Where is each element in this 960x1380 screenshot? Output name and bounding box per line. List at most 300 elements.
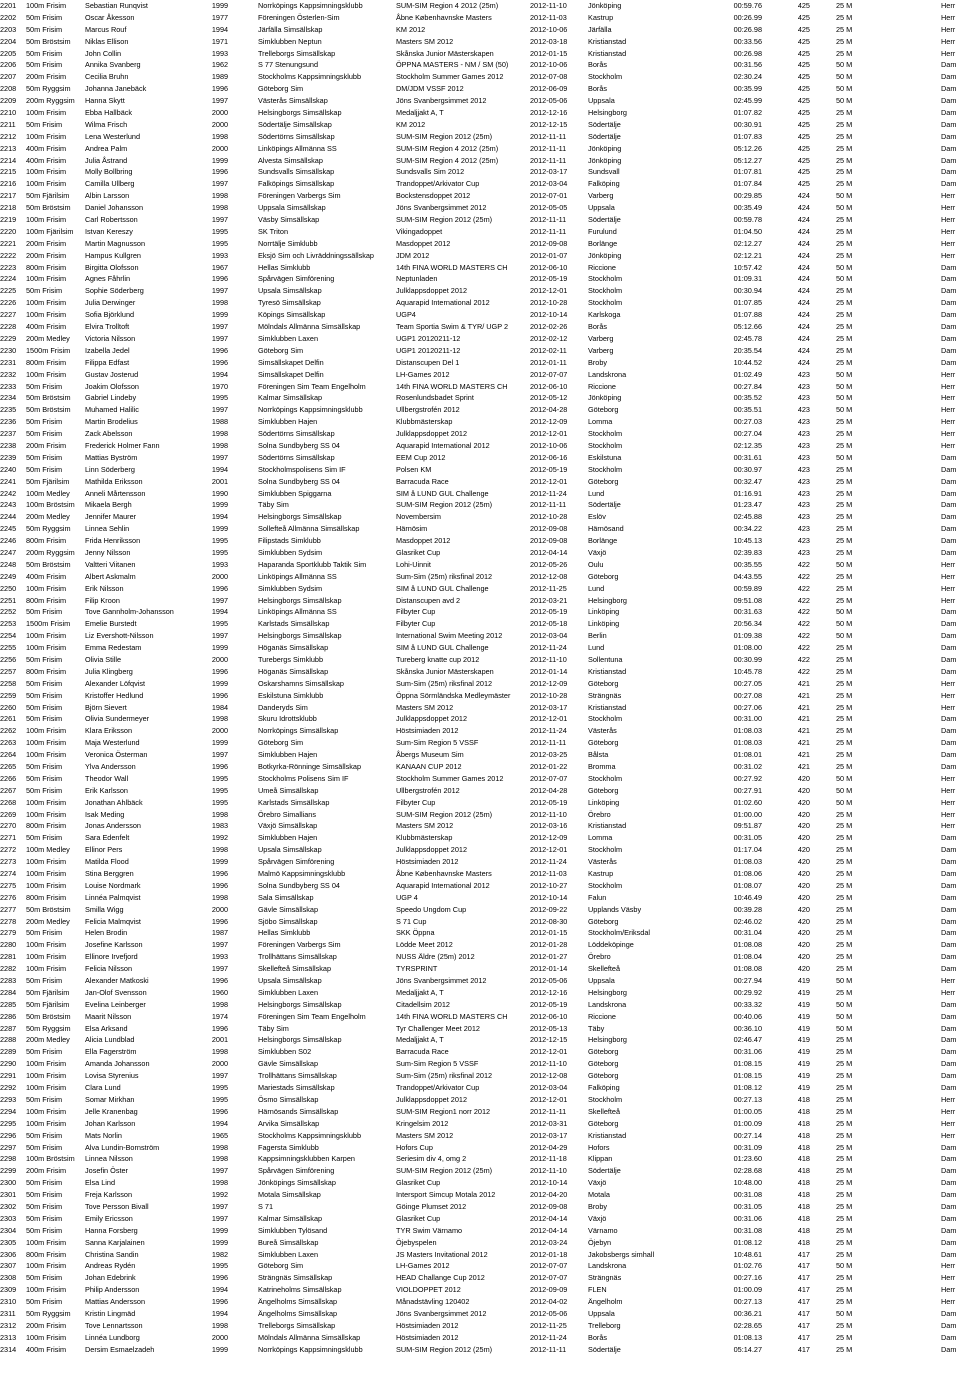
rank-cell: 2233 xyxy=(0,381,17,391)
competition-cell: LH-Games 2012 xyxy=(396,369,450,379)
date-cell: 2012-04-20 xyxy=(530,1190,568,1200)
competition-cell: Sum-Sim Region 5 VSSF xyxy=(396,1059,479,1069)
city-cell: Göteborg xyxy=(588,678,619,688)
rank-cell: 2241 xyxy=(0,476,17,486)
city-cell: Göteborg xyxy=(588,571,619,581)
birth-year-cell: 1996 xyxy=(211,762,229,771)
club-cell: Föreningen Sim Team Engelholm xyxy=(258,381,366,391)
swimmer-name-cell: Emelie Burstedt xyxy=(85,619,137,629)
sex-cell: Dam xyxy=(941,512,957,522)
pool-cell: 25 M xyxy=(836,666,853,676)
points-cell: 420 xyxy=(797,773,810,783)
city-cell: Stockholm xyxy=(588,880,623,890)
points-cell: 425 xyxy=(797,84,810,94)
rank-cell: 2255 xyxy=(0,643,17,653)
birth-year-cell: 1996 xyxy=(211,666,229,676)
table-row xyxy=(0,785,960,797)
event-cell: 50m Frisim xyxy=(26,1178,63,1188)
table-row xyxy=(0,1201,960,1213)
club-cell: Alvesta Simsällskap xyxy=(258,155,323,165)
table-row xyxy=(0,1272,960,1284)
club-cell: Föreningen Varbergs Sim xyxy=(258,940,341,950)
birth-year-cell: 1995 xyxy=(211,619,229,629)
event-cell: 100m Frisim xyxy=(26,131,67,141)
rank-cell: 2266 xyxy=(0,773,17,783)
event-cell: 100m Bröstsim xyxy=(26,1154,75,1164)
pool-cell: 25 M xyxy=(836,119,853,129)
points-cell: 423 xyxy=(797,464,810,474)
city-cell: FLEN xyxy=(588,1285,607,1295)
sex-cell: Herr xyxy=(941,12,956,22)
competition-cell: Jöns Svanbergsimmet 2012 xyxy=(396,96,487,106)
city-cell: Stockholm xyxy=(588,440,623,450)
pool-cell: 25 M xyxy=(836,880,853,890)
points-cell: 419 xyxy=(797,1023,810,1033)
competition-cell: SUM-SIM Region 2012 (25m) xyxy=(396,215,493,225)
points-cell: 421 xyxy=(797,738,810,748)
rank-cell: 2301 xyxy=(0,1190,17,1200)
event-cell: 50m Fjärilsim xyxy=(26,999,70,1009)
event-cell: 50m Frisim xyxy=(26,1142,63,1152)
time-cell: 01:08.07 xyxy=(733,880,762,890)
pool-cell: 25 M xyxy=(836,821,853,831)
city-cell: Landskrona xyxy=(588,999,627,1009)
pool-cell: 50 M xyxy=(836,619,853,629)
sex-cell: Herr xyxy=(941,1094,956,1104)
table-row xyxy=(0,1165,960,1177)
birth-year-cell: 1996 xyxy=(211,916,229,926)
club-cell: Skuru Idrottsklubb xyxy=(258,714,317,724)
competition-cell: Glasriket Cup xyxy=(396,1178,441,1188)
table-row xyxy=(0,630,960,642)
club-cell: Oskarshamns Simsällskap xyxy=(258,678,344,688)
event-cell: 400m Frisim xyxy=(26,155,67,165)
event-cell: 100m Frisim xyxy=(26,310,67,320)
date-cell: 2012-05-13 xyxy=(530,1023,568,1033)
competition-cell: Glasriket Cup xyxy=(396,547,441,557)
sex-cell: Dam xyxy=(941,155,957,165)
city-cell: Jönköping xyxy=(588,1,622,10)
date-cell: 2012-11-10 xyxy=(530,1059,567,1069)
table-row xyxy=(0,262,960,274)
date-cell: 2012-11-11 xyxy=(530,155,567,165)
date-cell: 2012-10-14 xyxy=(530,1178,568,1188)
city-cell: Oulu xyxy=(588,559,604,569)
event-cell: 200m Frisim xyxy=(26,250,67,260)
birth-year-cell: 1999 xyxy=(211,155,229,165)
rank-cell: 2222 xyxy=(0,250,17,260)
points-cell: 423 xyxy=(797,512,810,522)
points-cell: 424 xyxy=(797,226,810,236)
pool-cell: 25 M xyxy=(836,357,853,367)
swimmer-name-cell: Tove Gannholm-Johansson xyxy=(85,607,174,617)
rank-cell: 2254 xyxy=(0,631,17,641)
competition-cell: TYRSPRINT xyxy=(396,964,438,974)
points-cell: 417 xyxy=(797,1297,810,1307)
sex-cell: Dam xyxy=(941,1213,957,1223)
sex-cell: Herr xyxy=(941,381,956,391)
birth-year-cell: 2000 xyxy=(211,726,229,736)
competition-cell: Åbne Københavnske Masters xyxy=(396,869,492,879)
rank-cell: 2304 xyxy=(0,1225,17,1235)
time-cell: 00:31.63 xyxy=(733,607,762,617)
competition-cell: Vikingadoppet xyxy=(396,226,443,236)
time-cell: 01:16.91 xyxy=(733,488,762,498)
points-cell: 424 xyxy=(797,286,810,296)
points-cell: 418 xyxy=(797,1213,810,1223)
time-cell: 00:35.49 xyxy=(733,203,762,213)
swimmer-name-cell: Jenny Nilsson xyxy=(85,547,131,557)
rank-cell: 2285 xyxy=(0,999,17,1009)
swimmer-name-cell: Ellinor Pers xyxy=(85,845,123,855)
time-cell: 02:28.68 xyxy=(733,1166,762,1176)
event-cell: 100m Frisim xyxy=(26,1071,67,1081)
competition-cell: Julklappsdoppet 2012 xyxy=(396,429,467,439)
birth-year-cell: 1998 xyxy=(211,1154,229,1164)
birth-year-cell: 1996 xyxy=(211,84,229,94)
table-row xyxy=(0,987,960,999)
rank-cell: 2223 xyxy=(0,262,17,272)
points-cell: 423 xyxy=(797,547,810,557)
pool-cell: 25 M xyxy=(836,940,853,950)
event-cell: 50m Frisim xyxy=(26,678,63,688)
points-cell: 423 xyxy=(797,452,810,462)
swimmer-name-cell: Felicia Malmqvist xyxy=(85,916,141,926)
date-cell: 2012-11-24 xyxy=(530,857,567,867)
birth-year-cell: 1962 xyxy=(211,60,229,70)
event-cell: 50m Ryggsim xyxy=(26,524,71,534)
sex-cell: Dam xyxy=(941,274,957,284)
competition-cell: SUM-SIM Region 4 2012 (25m) xyxy=(396,155,499,165)
event-cell: 800m Frisim xyxy=(26,595,67,605)
competition-cell: LH-Games 2012 xyxy=(396,1261,450,1271)
competition-cell: Stockholm Summer Games 2012 xyxy=(396,773,504,783)
rank-cell: 2303 xyxy=(0,1213,17,1223)
event-cell: 100m Frisim xyxy=(26,1,67,10)
sex-cell: Herr xyxy=(941,571,956,581)
birth-year-cell: 1999 xyxy=(211,738,229,748)
club-cell: Uppsala Simsällskap xyxy=(258,203,326,213)
pool-cell: 25 M xyxy=(836,595,853,605)
sex-cell: Dam xyxy=(941,84,957,94)
club-cell: Härnösands Simsällskap xyxy=(258,1106,339,1116)
event-cell: 50m Frisim xyxy=(26,60,63,70)
event-cell: 50m Frisim xyxy=(26,702,63,712)
event-cell: 50m Frisim xyxy=(26,714,63,724)
event-cell: 100m Frisim xyxy=(26,274,67,284)
swimmer-name-cell: Niklas Ellison xyxy=(85,36,129,46)
time-cell: 00:59.78 xyxy=(733,215,762,225)
points-cell: 424 xyxy=(797,345,810,355)
competition-cell: Filbyter Cup xyxy=(396,607,436,617)
event-cell: 100m Frisim xyxy=(26,857,67,867)
birth-year-cell: 1997 xyxy=(211,96,229,106)
time-cell: 01:07.83 xyxy=(733,131,762,141)
rank-cell: 2299 xyxy=(0,1166,17,1176)
table-row xyxy=(0,963,960,975)
table-row xyxy=(0,1260,960,1272)
points-cell: 425 xyxy=(797,24,810,34)
date-cell: 2012-04-29 xyxy=(530,1142,568,1152)
pool-cell: 25 M xyxy=(836,1118,853,1128)
table-row xyxy=(0,618,960,630)
date-cell: 2012-11-11 xyxy=(530,500,567,510)
table-row xyxy=(0,24,960,36)
date-cell: 2012-07-08 xyxy=(530,72,568,82)
time-cell: 01:17.04 xyxy=(733,845,762,855)
birth-year-cell: 1996 xyxy=(211,1273,229,1283)
time-cell: 01:00.09 xyxy=(733,1285,762,1295)
club-cell: Jönköpings Simsällskap xyxy=(258,1178,336,1188)
table-row xyxy=(0,143,960,155)
birth-year-cell: 1993 xyxy=(211,250,229,260)
pool-cell: 25 M xyxy=(836,24,853,34)
points-cell: 420 xyxy=(797,916,810,926)
pool-cell: 25 M xyxy=(836,1332,853,1342)
event-cell: 100m Frisim xyxy=(26,369,67,379)
pool-cell: 25 M xyxy=(836,155,853,165)
rank-cell: 2217 xyxy=(0,191,17,201)
sex-cell: Dam xyxy=(941,880,957,890)
sex-cell: Dam xyxy=(941,643,957,653)
city-cell: Uppsala xyxy=(588,203,615,213)
birth-year-cell: 1996 xyxy=(211,167,229,177)
club-cell: Helsingborgs Simsällskap xyxy=(258,1035,342,1045)
points-cell: 420 xyxy=(797,785,810,795)
competition-cell: Masdoppet 2012 xyxy=(396,536,451,546)
event-cell: 400m Frisim xyxy=(26,143,67,153)
table-row xyxy=(0,0,960,12)
time-cell: 00:30.97 xyxy=(733,464,762,474)
time-cell: 00:26.99 xyxy=(733,12,762,22)
table-row xyxy=(0,868,960,880)
competition-cell: Novembersim xyxy=(396,512,442,522)
pool-cell: 25 M xyxy=(836,547,853,557)
date-cell: 2012-09-08 xyxy=(530,524,568,534)
swimmer-name-cell: Olivia Stille xyxy=(85,654,122,664)
table-row xyxy=(0,583,960,595)
rank-cell: 2204 xyxy=(0,36,17,46)
swimmer-name-cell: Linnéa Palmqvist xyxy=(85,892,141,902)
city-cell: Löddeköpinge xyxy=(588,940,634,950)
date-cell: 2012-12-01 xyxy=(530,429,568,439)
pool-cell: 25 M xyxy=(836,310,853,320)
table-row xyxy=(0,702,960,714)
date-cell: 2012-11-11 xyxy=(530,1106,567,1116)
birth-year-cell: 1997 xyxy=(211,631,229,641)
table-row xyxy=(0,95,960,107)
table-row xyxy=(0,1070,960,1082)
points-cell: 420 xyxy=(797,797,810,807)
pool-cell: 25 M xyxy=(836,987,853,997)
swimmer-name-cell: Emily Ericsson xyxy=(85,1213,133,1223)
competition-cell: Höstsimiaden 2012 xyxy=(396,726,459,736)
date-cell: 2012-11-10 xyxy=(530,1166,567,1176)
club-cell: Täby Sim xyxy=(258,500,289,510)
swimmer-name-cell: Elsa Arksand xyxy=(85,1023,128,1033)
table-row xyxy=(0,844,960,856)
rank-cell: 2249 xyxy=(0,571,17,581)
club-cell: Fagersta Simklubb xyxy=(258,1142,319,1152)
birth-year-cell: 1995 xyxy=(211,1261,229,1271)
table-row xyxy=(0,1249,960,1261)
city-cell: Stockholm xyxy=(588,72,623,82)
city-cell: Helsingborg xyxy=(588,1035,627,1045)
time-cell: 01:08.15 xyxy=(733,1059,762,1069)
date-cell: 2012-03-17 xyxy=(530,167,568,177)
pool-cell: 25 M xyxy=(836,643,853,653)
swimmer-name-cell: Jonathan Ahlbäck xyxy=(85,797,143,807)
club-cell: Väsby Simsällskap xyxy=(258,215,320,225)
points-cell: 423 xyxy=(797,393,810,403)
swimmer-name-cell: Jonas Andersson xyxy=(85,821,141,831)
time-cell: 01:00.00 xyxy=(733,809,762,819)
points-cell: 423 xyxy=(797,488,810,498)
time-cell: 01:08.08 xyxy=(733,940,762,950)
date-cell: 2012-03-31 xyxy=(530,1118,568,1128)
date-cell: 2012-04-14 xyxy=(530,1213,568,1223)
club-cell: Norrköpings Kappsimningsklubb xyxy=(258,1344,363,1354)
pool-cell: 25 M xyxy=(836,1106,853,1116)
competition-cell: Ullbergstrofén 2012 xyxy=(396,405,460,415)
birth-year-cell: 1999 xyxy=(211,643,229,653)
swimmer-name-cell: Mats Norlin xyxy=(85,1130,122,1140)
time-cell: 00:31.08 xyxy=(733,1225,762,1235)
table-row xyxy=(0,36,960,48)
competition-cell: Kringelsim 2012 xyxy=(396,1118,449,1128)
sex-cell: Dam xyxy=(941,892,957,902)
time-cell: 00:27.08 xyxy=(733,690,762,700)
city-cell: Örebro xyxy=(588,809,611,819)
points-cell: 417 xyxy=(797,1308,810,1318)
table-row xyxy=(0,975,960,987)
swimmer-name-cell: Andreas Rydén xyxy=(85,1261,136,1271)
date-cell: 2012-11-11 xyxy=(530,226,567,236)
rank-cell: 2290 xyxy=(0,1059,17,1069)
event-cell: 50m Fjärilsim xyxy=(26,476,70,486)
sex-cell: Herr xyxy=(941,1,956,10)
time-cell: 10:48.00 xyxy=(733,1178,762,1188)
time-cell: 05:12.66 xyxy=(733,322,762,332)
points-cell: 422 xyxy=(797,583,810,593)
competition-cell: Höstsimiaden 2012 xyxy=(396,1320,459,1330)
pool-cell: 25 M xyxy=(836,333,853,343)
pool-cell: 25 M xyxy=(836,1083,853,1093)
sex-cell: Herr xyxy=(941,1118,956,1128)
sex-cell: Dam xyxy=(941,333,957,343)
swimmer-name-cell: Cecilia Bruhn xyxy=(85,72,129,82)
birth-year-cell: 1998 xyxy=(211,1178,229,1188)
time-cell: 09:51.08 xyxy=(733,595,762,605)
points-cell: 422 xyxy=(797,619,810,629)
pool-cell: 50 M xyxy=(836,631,853,641)
birth-year-cell: 1997 xyxy=(211,940,229,950)
time-cell: 05:12.26 xyxy=(733,143,762,153)
birth-year-cell: 1998 xyxy=(211,892,229,902)
city-cell: Uppsala xyxy=(588,96,615,106)
time-cell: 00:27.91 xyxy=(733,785,762,795)
competition-cell: Sum-Sim Region 5 VSSF xyxy=(396,738,479,748)
competition-cell: Barracuda Race xyxy=(396,1047,449,1057)
city-cell: Göteborg xyxy=(588,1059,619,1069)
sex-cell: Dam xyxy=(941,524,957,534)
table-row xyxy=(0,1058,960,1070)
date-cell: 2012-05-19 xyxy=(530,797,568,807)
table-row xyxy=(0,392,960,404)
event-cell: 100m Frisim xyxy=(26,298,67,308)
sex-cell: Dam xyxy=(941,1332,957,1342)
pool-cell: 50 M xyxy=(836,72,853,82)
birth-year-cell: 1990 xyxy=(211,488,229,498)
table-row xyxy=(0,131,960,143)
table-row xyxy=(0,690,960,702)
table-row xyxy=(0,749,960,761)
swimmer-name-cell: Olivia Sundermeyer xyxy=(85,714,150,724)
table-row xyxy=(0,1177,960,1189)
event-cell: 50m Frisim xyxy=(26,1190,63,1200)
city-cell: Borlänge xyxy=(588,238,618,248)
city-cell: Helsingborg xyxy=(588,595,627,605)
points-cell: 423 xyxy=(797,476,810,486)
date-cell: 2012-05-05 xyxy=(530,203,568,213)
club-cell: Trollhättans Simsällskap xyxy=(258,1071,337,1081)
sex-cell: Dam xyxy=(941,940,957,950)
swimmer-name-cell: Marcus Rouf xyxy=(85,24,127,34)
swimmer-name-cell: Filippa Edfast xyxy=(85,357,130,367)
sex-cell: Dam xyxy=(941,1035,957,1045)
date-cell: 2012-11-24 xyxy=(530,1332,567,1342)
points-cell: 420 xyxy=(797,880,810,890)
event-cell: 800m Frisim xyxy=(26,666,67,676)
table-row xyxy=(0,535,960,547)
table-row xyxy=(0,1082,960,1094)
rank-cell: 2256 xyxy=(0,654,17,664)
sex-cell: Herr xyxy=(941,440,956,450)
competition-cell: ÖPPNA MASTERS - NM / SM (50) xyxy=(396,60,509,70)
date-cell: 2012-05-18 xyxy=(530,619,568,629)
birth-year-cell: 1996 xyxy=(211,1297,229,1307)
sex-cell: Herr xyxy=(941,1273,956,1283)
points-cell: 423 xyxy=(797,500,810,510)
event-cell: 50m Bröstsim xyxy=(26,1011,71,1021)
club-cell: Köpings Simsällskap xyxy=(258,310,326,320)
club-cell: Höganäs Simsällskap xyxy=(258,666,329,676)
swimmer-name-cell: John Collin xyxy=(85,48,122,58)
table-row xyxy=(0,773,960,785)
rank-cell: 2213 xyxy=(0,143,17,153)
city-cell: Skellefteå xyxy=(588,964,621,974)
sex-cell: Dam xyxy=(941,833,957,843)
pool-cell: 25 M xyxy=(836,1,853,10)
swimmer-name-cell: Mikaela Bergh xyxy=(85,500,132,510)
club-cell: Trelleborgs Simsällskap xyxy=(258,48,336,58)
competition-cell: Masters SM 2012 xyxy=(396,821,454,831)
points-cell: 425 xyxy=(797,96,810,106)
city-cell: Göteborg xyxy=(588,1071,619,1081)
city-cell: Linköping xyxy=(588,797,620,807)
sex-cell: Dam xyxy=(941,179,957,189)
birth-year-cell: 1998 xyxy=(211,203,229,213)
swimmer-name-cell: Zack Abelsson xyxy=(85,429,133,439)
date-cell: 2012-05-19 xyxy=(530,464,568,474)
rank-cell: 2252 xyxy=(0,607,17,617)
city-cell: Eslöv xyxy=(588,512,606,522)
points-cell: 420 xyxy=(797,845,810,855)
time-cell: 01:23.60 xyxy=(733,1154,762,1164)
competition-cell: SUM-SIM Region 2012 (25m) xyxy=(396,809,493,819)
table-row xyxy=(0,1153,960,1165)
competition-cell: Jöns Svanbergsimmet 2012 xyxy=(396,1308,487,1318)
